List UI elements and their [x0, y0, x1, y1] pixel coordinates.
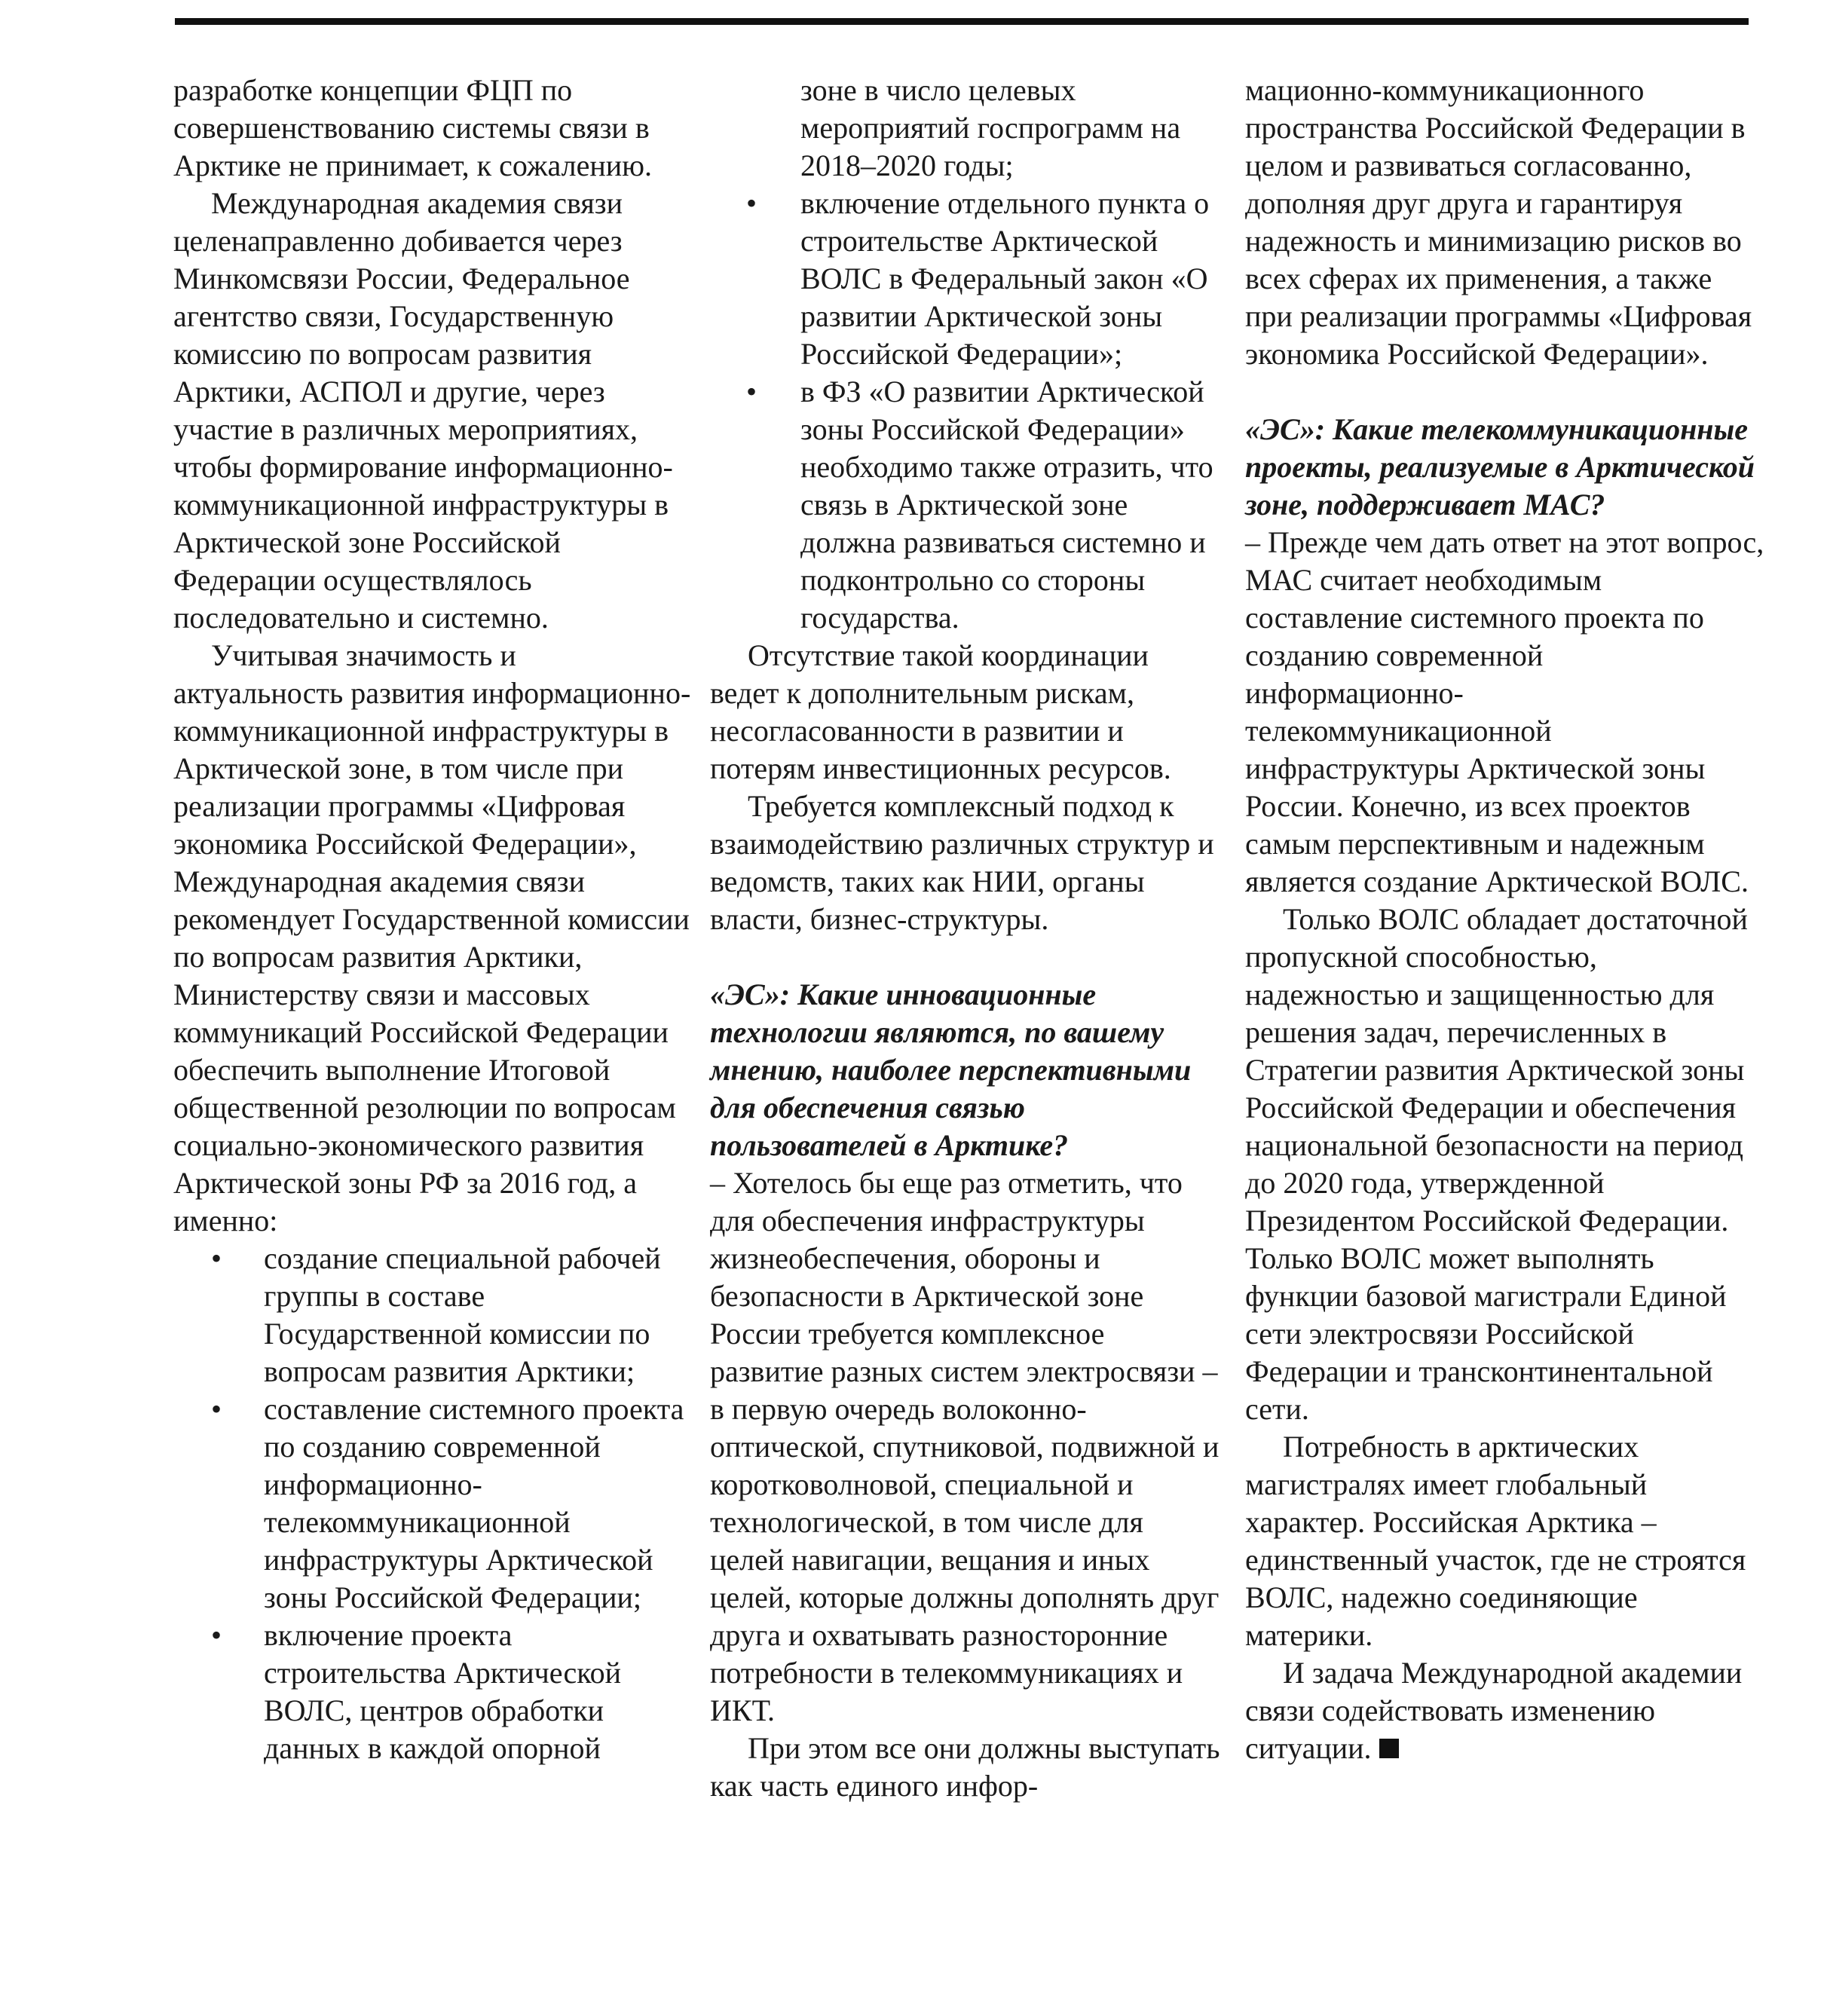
paragraph: Потребность в арктических магистралях имеет глобальный характер. Российская Арктика – единственный участок, где не строятся ВОЛС, надежно соединяющие материки.: [1245, 1430, 1746, 1652]
end-of-article-square-icon: [1379, 1739, 1399, 1758]
list-item-text: создание специальной рабочей группы в составе Государственной комиссии по вопросам развития Арктики;: [264, 1241, 661, 1388]
column-3: [1245, 72, 1765, 1767]
paragraph: [1245, 1654, 1765, 1767]
bullet-icon: •: [211, 1618, 222, 1652]
list-item: [173, 1617, 693, 1767]
list-item-text: включение отдельного пункта о строительстве Арктической ВОЛС в Федеральный закон «О развитии Арктической зоны Российской Федерации»;: [800, 186, 1210, 371]
closing-text: И задача Международной академии связи содействовать изменению ситуации.: [1245, 1656, 1743, 1765]
paragraph: Учитывая значимость и актуальность развития информационно-коммуникационной инфраструктуры в Арктической зоне, в том числе при реализации программы «Цифровая экономика Российской Федерации», Международная академия связи рекомендует Государственной комиссии по вопросам развития Арктики, Министерству связи и массовых коммуникаций Российской Федерации обеспечить выполнение Итоговой общественной резолюции по вопросам социально-экономического развития Арктической зоны РФ за 2016 год, а именно:: [173, 638, 691, 1237]
list-item: [710, 185, 1223, 373]
bullet-icon: •: [211, 1241, 222, 1275]
interview-answer: – Прежде чем дать ответ на этот вопрос, МАС считает необходимым составление системного проекта по созданию современной информационно-телекоммуникационной инфраструктуры Арктической зоны России. Конечно, из всех проектов самым перспективным и надежным является создание Арктической ВОЛС.: [1245, 525, 1764, 898]
top-rule-divider: [175, 18, 1749, 25]
interview-question: «ЭС»: Какие телекоммуникационные проекты, реализуемые в Арктической зоне, поддерживает МАС?: [1245, 412, 1755, 522]
paragraph: Только ВОЛС обладает достаточной пропускной способностью, надежностью и защищенностью для решения задач, перечисленных в Стратегии развития Арктической зоны Российской Федерации и обеспечения национальной безопасности на период до 2020 года, утвержденной Президентом Российской Федерации. Только ВОЛС может выполнять функции базовой магистрали Единой сети электросвязи Российской Федерации и трансконтинентальной сети.: [1245, 902, 1748, 1426]
paragraph: При этом все они должны выступать как часть единого инфор-: [710, 1731, 1220, 1803]
list-item: [710, 373, 1223, 637]
paragraph: Требуется комплексный подход к взаимодействию различных структур и ведомств, таких как НИИ, органы власти, бизнес-структуры.: [710, 789, 1214, 936]
list-item: [173, 1390, 693, 1617]
bullet-list: [710, 185, 1223, 637]
column-2: [710, 72, 1223, 1805]
paragraph: Отсутствие такой координации ведет к дополнительным рискам, несогласованности в развитии и потерям инвестиционных ресурсов.: [710, 638, 1171, 785]
bullet-icon: •: [746, 186, 757, 220]
list-item-text: в ФЗ «О развитии Арктической зоны Российской Федерации» необходимо также отразить, что связь в Арктической зоне должна развиваться системно и подконтрольно со стороны государства.: [800, 375, 1213, 635]
list-item: [173, 1240, 693, 1390]
bullet-icon: •: [211, 1392, 222, 1426]
paragraph: разработке концепции ФЦП по совершенствованию системы связи в Арктике не принимает, к сожалению.: [173, 73, 653, 182]
paragraph: мационно-коммуникационного пространства Российской Федерации в целом и развиваться согласованно, дополняя друг друга и гарантируя надежность и минимизацию рисков во всех сферах их применения, а также при реализации программы «Цифровая экономика Российской Федерации».: [1245, 73, 1752, 371]
list-item-text: включение проекта строительства Арктической ВОЛС, центров обработки данных в каждой опорной: [264, 1618, 622, 1765]
interview-answer: – Хотелось бы еще раз отметить, что для обеспечения инфраструктуры жизнеобеспечения, обороны и безопасности в Арктической зоне России требуется комплексное развитие разных систем электросвязи – в первую очередь волоконно-оптической, спутниковой, подвижной и коротковолновой, специальной и технологической, в том числе для целей навигации, вещания и иных целей, которые должны дополнять друг друга и охватывать разносторонние потребности в телекоммуникациях и ИКТ.: [710, 1166, 1220, 1727]
paragraph: Международная академия связи целенаправленно добивается через Минкомсвязи России, Федеральное агентство связи, Государственную комиссию по вопросам развития Арктики, АСПОЛ и другие, через участие в различных мероприятиях, чтобы формирование информационно-коммуникационной инфраструктуры в Арктической зоне Российской Федерации осуществлялось последовательно и системно.: [173, 186, 673, 635]
bullet-icon: •: [746, 375, 757, 408]
list-item-continuation: зоне в число целевых мероприятий госпрограмм на 2018–2020 годы;: [800, 73, 1181, 182]
interview-question: «ЭС»: Какие инновационные технологии являются, по вашему мнению, наиболее перспективными для обеспечения связью пользователей в Арктике?: [710, 977, 1192, 1162]
column-1: [173, 72, 693, 1767]
bullet-list: [173, 1240, 693, 1767]
list-item-text: составление системного проекта по созданию современной информационно-телекоммуникационной инфраструктуры Арктической зоны Российской Федерации;: [264, 1392, 684, 1614]
